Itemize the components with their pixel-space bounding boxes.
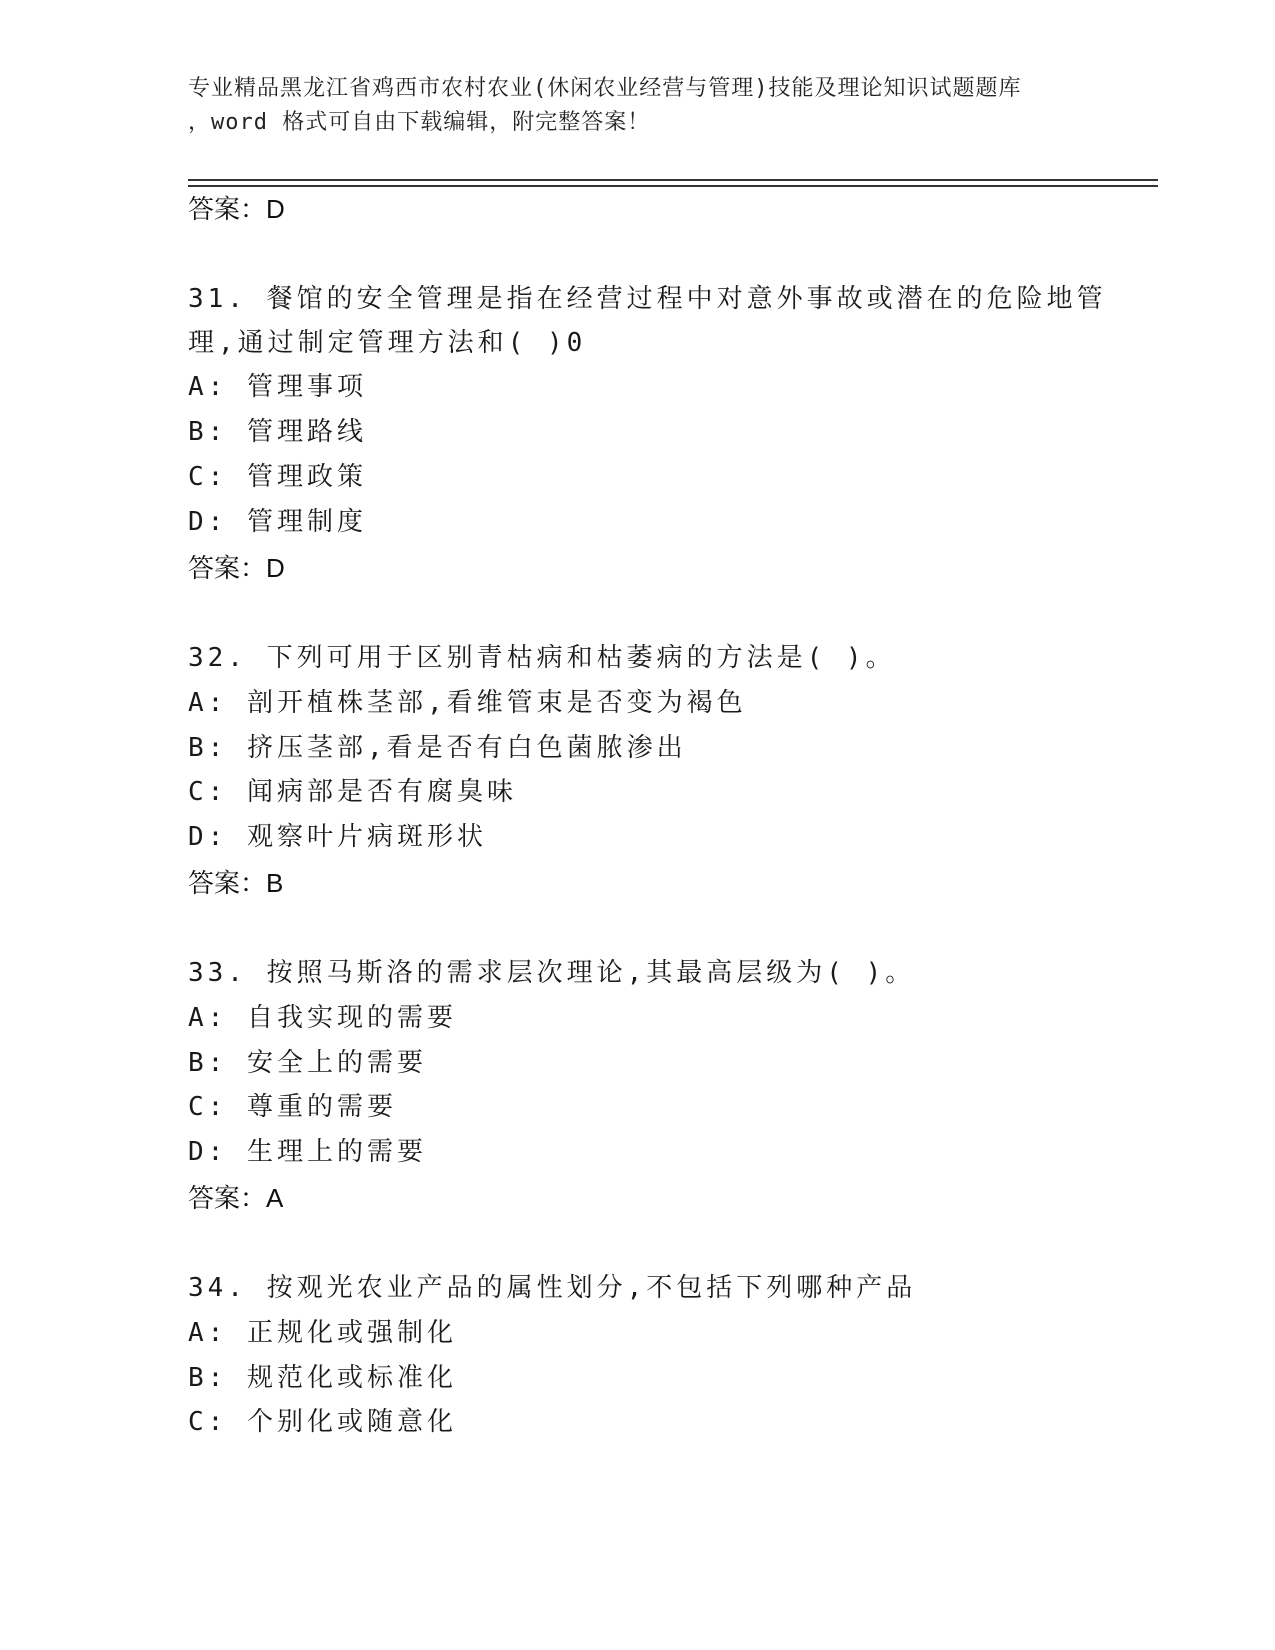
- question-31-stem-line-2: 理,通过制定管理方法和( )0: [188, 328, 587, 358]
- question-32-option-c: C: 闻病部是否有腐臭味: [188, 777, 517, 807]
- header-line-1: 专业精品黑龙江省鸡西市农村农业(休闲农业经营与管理)技能及理论知识试题题库: [188, 76, 1022, 101]
- question-32-option-b: B: 挤压茎部,看是否有白色菌脓渗出: [188, 733, 687, 763]
- answer-33: 答案：A: [188, 1183, 284, 1213]
- header-divider-bottom: [188, 185, 1158, 187]
- answer-31: 答案：D: [188, 553, 285, 583]
- question-31-option-a: A: 管理事项: [188, 372, 367, 402]
- answer-30: 答案：D: [188, 194, 285, 224]
- question-31-option-c: C: 管理政策: [188, 462, 367, 492]
- question-32-option-d: D: 观察叶片病斑形状: [188, 822, 487, 852]
- header-line-2: ，word 格式可自由下载编辑，附完整答案！: [188, 110, 651, 135]
- question-32-option-a: A: 剖开植株茎部,看维管束是否变为褐色: [188, 688, 747, 718]
- question-31-option-d: D: 管理制度: [188, 507, 367, 537]
- question-33-option-c: C: 尊重的需要: [188, 1092, 397, 1122]
- answer-32: 答案：B: [188, 868, 284, 898]
- question-34-option-a: A: 正规化或强制化: [188, 1318, 457, 1348]
- question-31-stem-line-1: 31. 餐馆的安全管理是指在经营过程中对意外事故或潜在的危险地管: [188, 284, 1107, 314]
- header-divider-top: [188, 179, 1158, 181]
- question-31-option-b: B: 管理路线: [188, 417, 367, 447]
- question-33-option-b: B: 安全上的需要: [188, 1048, 427, 1078]
- question-33-option-a: A: 自我实现的需要: [188, 1003, 457, 1033]
- question-34-stem-line-1: 34. 按观光农业产品的属性划分,不包括下列哪种产品: [188, 1273, 917, 1303]
- question-33-option-d: D: 生理上的需要: [188, 1137, 427, 1167]
- question-34-option-b: B: 规范化或标准化: [188, 1363, 457, 1393]
- question-34-option-c: C: 个别化或随意化: [188, 1407, 457, 1437]
- question-32-stem-line-1: 32. 下列可用于区别青枯病和枯萎病的方法是( )。: [188, 643, 896, 673]
- document-header: [188, 72, 1088, 140]
- question-33-stem-line-1: 33. 按照马斯洛的需求层次理论,其最高层级为( )。: [188, 958, 916, 988]
